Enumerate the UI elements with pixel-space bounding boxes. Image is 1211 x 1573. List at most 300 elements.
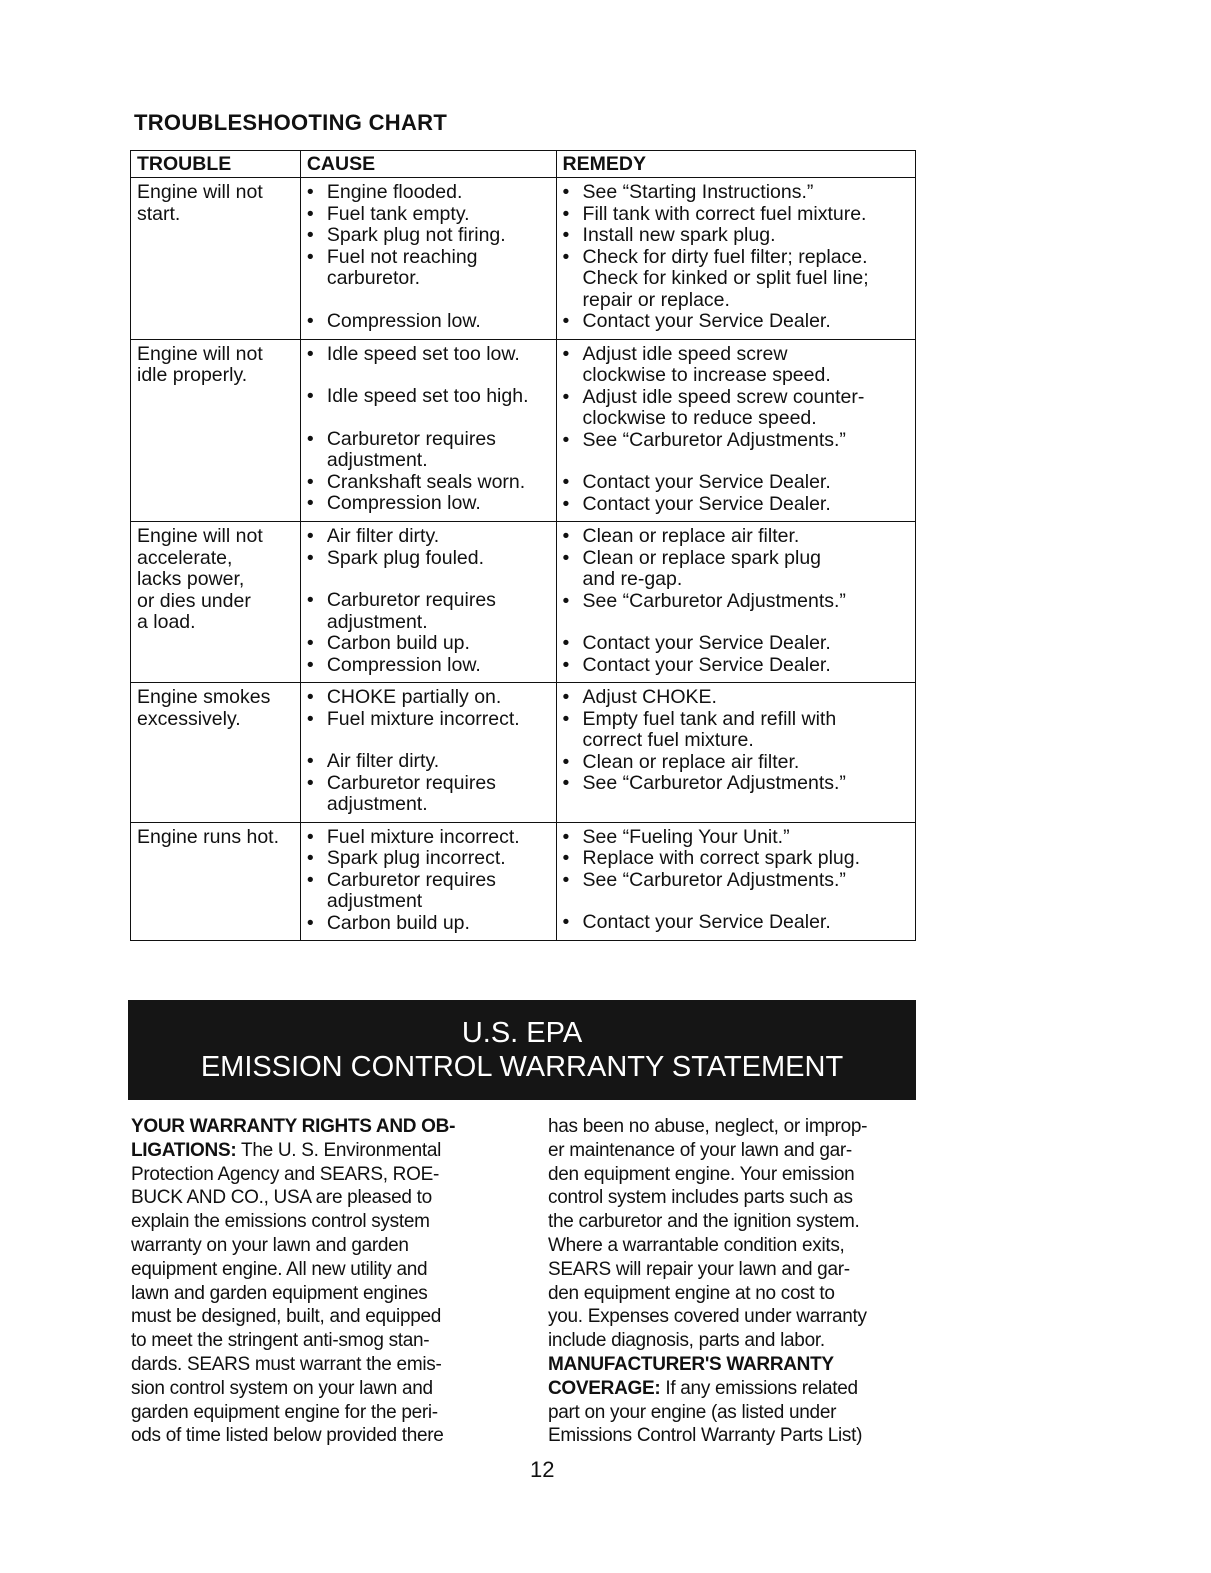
remedy-line: Replace with correct spark plug.: [582, 847, 861, 869]
spacer: [307, 290, 550, 311]
cause-text: [327, 526, 439, 548]
remedy-line: Empty fuel tank and refill with: [582, 707, 837, 730]
cause-text: [327, 204, 470, 226]
paragraph-line: [131, 1163, 503, 1187]
cause-item: [307, 247, 550, 290]
body-text: Emissions Control Warranty Parts List): [548, 1425, 863, 1447]
paragraph-line: [131, 1115, 503, 1139]
table-row: [131, 178, 916, 340]
bullet-mark: •: [306, 653, 314, 676]
cause-text: [327, 827, 520, 849]
cause-item: [307, 687, 550, 709]
remedy-line: Clean or replace air filter.: [582, 525, 800, 547]
remedy-text: [583, 870, 846, 892]
paragraph-line: [548, 1305, 920, 1329]
paragraph-line: [548, 1115, 920, 1139]
cause-line: Air filter dirty.: [326, 525, 440, 547]
spacer: [307, 408, 550, 429]
cause-line: Carburetor requires: [326, 589, 496, 611]
cause-text: [327, 870, 496, 913]
remedy-item: [563, 204, 909, 226]
remedy-text: [583, 709, 837, 752]
remedy-item: [563, 912, 909, 934]
cause-line: Air filter dirty.: [326, 750, 440, 772]
bold-heading: YOUR WARRANTY RIGHTS AND OB-: [131, 1116, 456, 1137]
bullet-mark: •: [562, 546, 570, 569]
cause-line: Spark plug fouled.: [326, 546, 485, 569]
cause-item: [307, 386, 550, 408]
table-row: [131, 822, 916, 941]
remedy-text: [583, 182, 814, 204]
bullet-mark: •: [306, 525, 314, 547]
remedy-text: [583, 472, 831, 494]
cause-item: [307, 590, 550, 633]
bold-heading: COVERAGE:: [548, 1377, 661, 1399]
remedy-item: [563, 387, 909, 430]
bullet-mark: •: [562, 224, 570, 246]
remedy-cell: [556, 522, 915, 683]
remedy-item: [563, 827, 909, 849]
remedy-text: [583, 912, 831, 934]
banner-line-1: U.S. EPA: [461, 1017, 583, 1049]
bullet-mark: •: [306, 771, 314, 794]
trouble-cell: [131, 683, 301, 823]
trouble-text: idle properly.: [137, 364, 248, 386]
cause-text: [327, 493, 481, 515]
remedy-item: [563, 247, 909, 312]
paragraph-line: [548, 1353, 920, 1377]
warranty-left-column: [131, 1115, 503, 1448]
paragraph-line: [548, 1282, 920, 1306]
remedy-item: [563, 548, 909, 591]
bullet-mark: •: [562, 310, 570, 332]
body-text: den equipment engine. Your emission: [548, 1163, 855, 1185]
cause-line: Fuel tank empty.: [326, 202, 470, 225]
cause-text: [327, 247, 478, 290]
paragraph-line: [131, 1186, 503, 1210]
body-text: garden equipment engine for the peri-: [131, 1401, 438, 1423]
body-text: sion control system on your lawn and: [131, 1377, 433, 1399]
remedy-line: repair or replace.: [582, 288, 730, 311]
cause-line: Idle speed set too low.: [326, 342, 520, 365]
cause-item: [307, 204, 550, 226]
trouble-cell: [131, 822, 301, 941]
cause-line: Idle speed set too high.: [326, 385, 529, 407]
cause-item: [307, 655, 550, 677]
bullet-mark: •: [306, 546, 314, 569]
body-text: control system includes parts such as: [548, 1187, 853, 1209]
paragraph-line: [131, 1305, 503, 1329]
cause-item: [307, 225, 550, 247]
remedy-line: See “Starting Instructions.”: [582, 181, 814, 203]
trouble-text: Engine will not: [137, 525, 263, 547]
bullet-mark: •: [562, 825, 570, 848]
cause-item: [307, 827, 550, 849]
bullet-mark: •: [306, 427, 314, 450]
cause-text: [327, 429, 496, 472]
bullet-mark: •: [306, 847, 314, 869]
cause-line: adjustment.: [326, 449, 428, 471]
cause-line: adjustment: [326, 890, 423, 912]
remedy-item: [563, 472, 909, 494]
trouble-text: a load.: [137, 611, 196, 633]
trouble-text: accelerate,: [137, 546, 233, 569]
remedy-text: [583, 344, 831, 387]
cause-text: [327, 548, 484, 570]
bullet-mark: •: [562, 525, 570, 547]
remedy-line: See “Carburetor Adjustments.”: [582, 868, 846, 891]
cause-line: Spark plug incorrect.: [326, 847, 506, 869]
remedy-item: [563, 709, 909, 752]
paragraph-line: [131, 1210, 503, 1234]
trouble-text: Engine will not: [137, 342, 263, 365]
bullet-mark: •: [306, 750, 314, 772]
bullet-mark: •: [562, 868, 570, 891]
bullet-mark: •: [562, 750, 570, 773]
bullet-mark: •: [562, 707, 570, 730]
remedy-line: Contact your Service Dealer.: [582, 911, 831, 933]
trouble-text: excessively.: [137, 707, 241, 730]
remedy-line: Contact your Service Dealer.: [582, 632, 831, 654]
body-text: ods of time listed below provided there: [131, 1425, 444, 1447]
cause-line: Crankshaft seals worn.: [326, 470, 526, 493]
remedy-item: [563, 430, 909, 452]
cause-line: Carbon build up.: [326, 632, 470, 654]
remedy-text: [583, 526, 800, 548]
cause-cell: [300, 339, 556, 522]
paragraph-line: [548, 1139, 920, 1163]
cause-text: [327, 848, 506, 870]
epa-warranty-banner: [128, 1000, 916, 1100]
remedy-line: correct fuel mixture.: [582, 729, 754, 751]
bullet-mark: •: [306, 911, 314, 934]
body-text: you. Expenses covered under warranty: [548, 1306, 867, 1328]
body-text: lawn and garden equipment engines: [131, 1282, 428, 1304]
paragraph-line: [131, 1139, 503, 1163]
cause-text: [327, 773, 496, 816]
header-cause: CAUSE: [300, 151, 556, 178]
spacer: [563, 612, 909, 633]
cause-text: [327, 386, 529, 408]
spacer: [307, 730, 550, 751]
remedy-item: [563, 225, 909, 247]
bullet-mark: •: [562, 589, 570, 612]
trouble-cell: [131, 522, 301, 683]
remedy-line: clockwise to increase speed.: [582, 364, 831, 386]
paragraph-line: [131, 1353, 503, 1377]
cause-line: adjustment.: [326, 793, 428, 815]
cause-line: Carbon build up.: [326, 911, 470, 934]
body-text: part on your engine (as listed under: [548, 1401, 837, 1423]
body-text: has been no abuse, neglect, or improp-: [548, 1116, 868, 1137]
body-text: the carburetor and the ignition system.: [548, 1211, 860, 1233]
remedy-text: [583, 773, 846, 795]
cause-text: [327, 590, 496, 633]
remedy-line: See “Carburetor Adjustments.”: [582, 428, 846, 451]
cause-line: Spark plug not firing.: [326, 224, 506, 246]
cause-line: Fuel mixture incorrect.: [326, 707, 520, 730]
bold-heading: MANUFACTURER'S WARRANTY: [548, 1353, 834, 1375]
cause-line: Carburetor requires: [326, 868, 496, 891]
header-trouble: TROUBLE: [131, 151, 301, 178]
cause-line: carburetor.: [326, 267, 421, 289]
header-remedy: REMEDY: [556, 151, 915, 178]
paragraph-line: [131, 1258, 503, 1282]
bullet-mark: •: [562, 245, 570, 268]
remedy-text: [583, 687, 717, 709]
remedy-line: Adjust idle speed screw: [582, 342, 788, 365]
remedy-line: See “Fueling Your Unit.”: [582, 825, 790, 848]
body-text: warranty on your lawn and garden: [131, 1234, 409, 1256]
cause-text: [327, 472, 525, 494]
cause-text: [327, 751, 439, 773]
cause-text: [327, 344, 520, 366]
remedy-text: [583, 655, 831, 677]
paragraph-line: [548, 1377, 920, 1401]
cause-item: [307, 472, 550, 494]
paragraph-line: [548, 1163, 920, 1187]
trouble-text: or dies under: [137, 589, 251, 612]
table-header-row: [131, 151, 916, 178]
body-text: SEARS will repair your lawn and gar-: [548, 1258, 850, 1280]
remedy-line: Adjust CHOKE.: [582, 686, 717, 708]
bullet-mark: •: [562, 632, 570, 654]
body-text: dards. SEARS must warrant the emis-: [131, 1353, 442, 1375]
trouble-cell: [131, 178, 301, 340]
body-text: den equipment engine at no cost to: [548, 1282, 835, 1304]
remedy-line: Adjust idle speed screw counter-: [582, 385, 865, 408]
cause-item: [307, 633, 550, 655]
table-row: [131, 339, 916, 522]
bullet-mark: •: [562, 342, 570, 365]
remedy-line: clockwise to reduce speed.: [582, 407, 817, 429]
remedy-text: [583, 827, 790, 849]
remedy-line: Contact your Service Dealer.: [582, 310, 831, 332]
body-text: explain the emissions control system: [131, 1211, 430, 1233]
cause-text: [327, 182, 463, 204]
cause-line: Carburetor requires: [326, 427, 496, 450]
remedy-text: [583, 548, 821, 591]
troubleshooting-table: [130, 150, 916, 941]
trouble-text: Engine smokes: [137, 686, 271, 708]
remedy-text: [583, 311, 831, 333]
paragraph-line: [548, 1258, 920, 1282]
cause-line: Fuel not reaching: [326, 245, 478, 268]
bullet-mark: •: [306, 181, 314, 203]
cause-line: Compression low.: [326, 309, 481, 332]
body-text: include diagnosis, parts and labor.: [548, 1330, 825, 1352]
remedy-line: and re-gap.: [582, 568, 683, 590]
cause-line: Fuel mixture incorrect.: [326, 825, 520, 848]
cause-item: [307, 848, 550, 870]
remedy-cell: [556, 178, 915, 340]
remedy-item: [563, 752, 909, 774]
spacer: [563, 451, 909, 472]
warranty-right-column: [548, 1115, 920, 1448]
remedy-item: [563, 344, 909, 387]
remedy-item: [563, 526, 909, 548]
body-text: er maintenance of your lawn and gar-: [548, 1139, 852, 1161]
bullet-mark: •: [562, 428, 570, 451]
cause-item: [307, 344, 550, 366]
bullet-mark: •: [562, 772, 570, 794]
cause-cell: [300, 822, 556, 941]
bullet-mark: •: [306, 342, 314, 365]
remedy-cell: [556, 822, 915, 941]
body-text: If any emissions related: [660, 1377, 858, 1399]
body-text: Protection Agency and SEARS, ROE-: [131, 1163, 439, 1185]
bullet-mark: •: [562, 385, 570, 408]
paragraph-line: [548, 1210, 920, 1234]
spacer: [307, 569, 550, 590]
cause-item: [307, 429, 550, 472]
remedy-item: [563, 870, 909, 892]
cause-line: Compression low.: [326, 653, 481, 676]
cause-text: [327, 913, 470, 935]
bullet-mark: •: [306, 224, 314, 246]
bullet-mark: •: [562, 653, 570, 676]
bullet-mark: •: [562, 847, 570, 869]
trouble-text: start.: [137, 202, 181, 225]
remedy-cell: [556, 339, 915, 522]
paragraph-line: [131, 1234, 503, 1258]
bullet-mark: •: [306, 309, 314, 332]
bullet-mark: •: [306, 385, 314, 407]
remedy-text: [583, 591, 846, 613]
remedy-cell: [556, 683, 915, 823]
spacer: [563, 891, 909, 912]
bullet-mark: •: [306, 202, 314, 225]
cause-item: [307, 773, 550, 816]
paragraph-line: [548, 1424, 920, 1448]
cause-item: [307, 548, 550, 570]
bullet-mark: •: [562, 181, 570, 203]
paragraph-line: [131, 1282, 503, 1306]
remedy-line: Clean or replace spark plug: [582, 546, 822, 569]
bullet-mark: •: [306, 245, 314, 268]
body-text: Where a warrantable condition exits,: [548, 1234, 845, 1256]
remedy-text: [583, 848, 860, 870]
remedy-item: [563, 311, 909, 333]
remedy-line: Install new spark plug.: [582, 224, 776, 246]
remedy-line: Check for dirty fuel filter; replace.: [582, 245, 868, 268]
paragraph-line: [548, 1186, 920, 1210]
remedy-text: [583, 752, 800, 774]
paragraph-line: [548, 1234, 920, 1258]
remedy-text: [583, 387, 865, 430]
table-row: [131, 683, 916, 823]
remedy-line: See “Carburetor Adjustments.”: [582, 589, 846, 612]
remedy-item: [563, 848, 909, 870]
bold-heading: LIGATIONS:: [131, 1139, 237, 1161]
cause-item: [307, 913, 550, 935]
cause-text: [327, 655, 481, 677]
cause-item: [307, 182, 550, 204]
cause-item: [307, 709, 550, 731]
paragraph-line: [131, 1377, 503, 1401]
paragraph-line: [131, 1424, 503, 1448]
remedy-text: [583, 430, 846, 452]
trouble-cell: [131, 339, 301, 522]
remedy-line: Check for kinked or split fuel line;: [582, 267, 869, 289]
bullet-mark: •: [306, 686, 314, 708]
cause-cell: [300, 522, 556, 683]
remedy-line: Fill tank with correct fuel mixture.: [582, 202, 867, 225]
bullet-mark: •: [306, 632, 314, 654]
cause-item: [307, 311, 550, 333]
remedy-text: [583, 225, 776, 247]
bullet-mark: •: [562, 492, 570, 515]
remedy-item: [563, 655, 909, 677]
bullet-mark: •: [306, 868, 314, 891]
bullet-mark: •: [306, 825, 314, 848]
bullet-mark: •: [306, 492, 314, 514]
bullet-mark: •: [562, 911, 570, 933]
trouble-text: Engine will not: [137, 181, 263, 203]
bullet-mark: •: [562, 202, 570, 225]
spacer: [307, 365, 550, 386]
cause-text: [327, 225, 506, 247]
cause-line: Engine flooded.: [326, 181, 463, 203]
body-text: to meet the stringent anti-smog stan-: [131, 1330, 430, 1352]
remedy-line: Clean or replace air filter.: [582, 750, 800, 773]
remedy-line: See “Carburetor Adjustments.”: [582, 772, 846, 794]
bullet-mark: •: [306, 589, 314, 611]
cause-item: [307, 751, 550, 773]
remedy-item: [563, 633, 909, 655]
remedy-line: Contact your Service Dealer.: [582, 492, 831, 515]
cause-line: Carburetor requires: [326, 771, 496, 794]
cause-item: [307, 493, 550, 515]
remedy-item: [563, 591, 909, 613]
cause-item: [307, 526, 550, 548]
remedy-text: [583, 204, 867, 226]
cause-text: [327, 633, 470, 655]
remedy-line: Contact your Service Dealer.: [582, 653, 831, 676]
bullet-mark: •: [306, 707, 314, 730]
cause-text: [327, 311, 481, 333]
table-body: [131, 178, 916, 941]
page-number: 12: [530, 1457, 555, 1482]
bullet-mark: •: [562, 471, 570, 493]
cause-line: CHOKE partially on.: [326, 686, 502, 708]
remedy-line: Contact your Service Dealer.: [582, 471, 831, 493]
page-title: TROUBLESHOOTING CHART: [134, 110, 448, 135]
remedy-item: [563, 687, 909, 709]
body-text: must be designed, built, and equipped: [131, 1306, 442, 1328]
remedy-text: [583, 633, 831, 655]
remedy-item: [563, 494, 909, 516]
trouble-text: lacks power,: [137, 568, 245, 590]
paragraph-line: [548, 1329, 920, 1353]
bullet-mark: •: [562, 686, 570, 708]
cause-text: [327, 687, 501, 709]
cause-line: Compression low.: [326, 492, 481, 514]
paragraph-line: [131, 1329, 503, 1353]
cause-item: [307, 870, 550, 913]
remedy-text: [583, 494, 831, 516]
cause-cell: [300, 178, 556, 340]
bullet-mark: •: [306, 470, 314, 493]
remedy-text: [583, 247, 869, 312]
remedy-item: [563, 773, 909, 795]
body-text: The U. S. Environmental: [236, 1139, 442, 1161]
banner-line-2: EMISSION CONTROL WARRANTY STATEMENT: [200, 1051, 844, 1083]
remedy-item: [563, 182, 909, 204]
cause-line: adjustment.: [326, 610, 428, 633]
paragraph-line: [131, 1401, 503, 1425]
cause-text: [327, 709, 520, 731]
